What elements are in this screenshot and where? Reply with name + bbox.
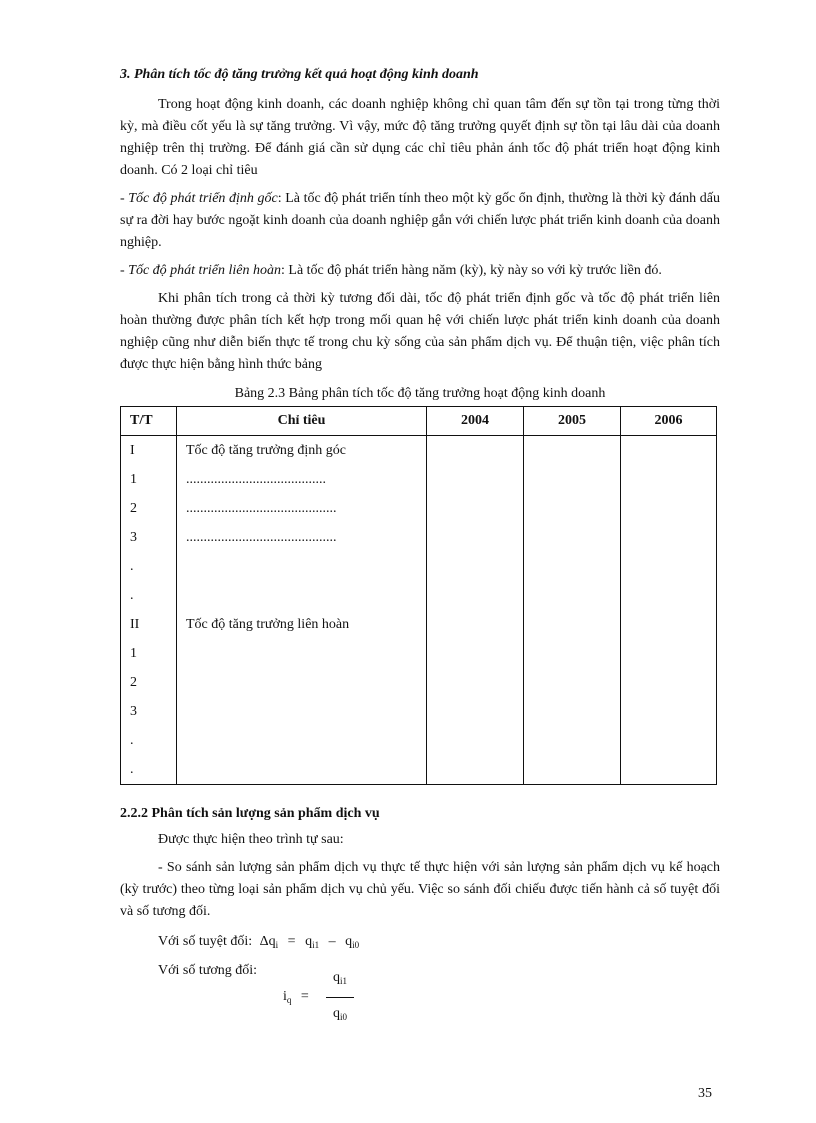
- table-header-row: [121, 407, 717, 436]
- value-cell-2005: [524, 523, 621, 552]
- table-row: [121, 436, 717, 466]
- row-number: .: [121, 552, 177, 581]
- formula-symbol: q: [345, 934, 353, 949]
- document-page: [120, 64, 720, 1028]
- header-2006: 2006: [621, 407, 717, 436]
- fraction-bar: [326, 997, 354, 998]
- formula-numerator: q: [332, 970, 340, 985]
- value-cell-2005: [524, 494, 621, 523]
- value-cell-2006: [621, 523, 717, 552]
- value-cell-2006: [621, 726, 717, 755]
- table-row: [121, 581, 717, 610]
- value-cell-2004: [427, 552, 524, 581]
- formula-denominator: q: [332, 1006, 340, 1021]
- formula-operator: =: [287, 934, 296, 949]
- value-cell-2004: [427, 639, 524, 668]
- value-cell-2006: [621, 697, 717, 726]
- formula-subscript: i1: [312, 940, 320, 950]
- formula-symbol: i: [283, 989, 287, 1004]
- row-indicator: ...........................................: [177, 523, 427, 552]
- row-indicator: ........................................: [177, 465, 427, 494]
- row-number: 1: [121, 639, 177, 668]
- row-number: 3: [121, 697, 177, 726]
- value-cell-2005: [524, 552, 621, 581]
- table-row: [121, 726, 717, 755]
- value-cell-2005: [524, 668, 621, 697]
- row-indicator: [177, 639, 427, 668]
- compare-paragraph: - So sánh sản lượng sản phẩm dịch vụ thực tế thực hiện với sản lượng sản phẩm dịch vụ kế hoạch (kỳ trước) theo từng loại sản phẩm dịch vụ chủ yếu. Việc so sánh đối chiếu được tiến hành cả số tuyệt đối và số tương đối.: [120, 860, 720, 919]
- definition-term: - Tốc độ phát triển định gốc: [120, 191, 278, 206]
- value-cell-2005: [524, 639, 621, 668]
- formula-symbol: q: [305, 934, 313, 949]
- value-cell-2006: [621, 581, 717, 610]
- row-number: .: [121, 581, 177, 610]
- value-cell-2005: [524, 436, 621, 466]
- definition-chain: [120, 260, 720, 282]
- formula-operator: =: [300, 989, 309, 1004]
- formula-subscript: q: [286, 995, 292, 1005]
- row-number: 3: [121, 523, 177, 552]
- value-cell-2006: [621, 436, 717, 466]
- page-number: 35: [698, 1086, 712, 1101]
- value-cell-2006: [621, 668, 717, 697]
- table-row: [121, 523, 717, 552]
- table-row: [121, 755, 717, 785]
- formula-label: Với số tương đối:: [158, 963, 258, 978]
- value-cell-2005: [524, 726, 621, 755]
- header-2004: 2004: [427, 407, 524, 436]
- row-number: I: [121, 436, 177, 466]
- header-indicator: Chỉ tiêu: [177, 407, 427, 436]
- formula-subscript: i0: [352, 940, 360, 950]
- header-tt: T/T: [121, 407, 177, 436]
- analysis-paragraph: Khi phân tích trong cả thời kỳ tương đối dài, tốc độ phát triển định gốc và tốc độ phát triển liên hoàn thường được phân tích kết hợp trong mối quan hệ với chiến lược phát triển kinh doanh của doanh nghiệp cũng như diễn biến thực tế trong chu kỳ sống của sản phẩm dịch vụ. Để thuận tiện, việc phân tích được thực hiện bằng hình thức bảng: [120, 291, 720, 372]
- value-cell-2005: [524, 581, 621, 610]
- absolute-formula: [158, 929, 720, 958]
- value-cell-2006: [621, 610, 717, 639]
- value-cell-2004: [427, 494, 524, 523]
- table-row: [121, 465, 717, 494]
- table-row: [121, 668, 717, 697]
- growth-table: [120, 406, 717, 785]
- row-indicator: [177, 581, 427, 610]
- row-number: 2: [121, 668, 177, 697]
- table-row: [121, 552, 717, 581]
- value-cell-2005: [524, 697, 621, 726]
- row-indicator: ...........................................: [177, 494, 427, 523]
- value-cell-2004: [427, 581, 524, 610]
- value-cell-2004: [427, 523, 524, 552]
- header-2005: 2005: [524, 407, 621, 436]
- row-number: .: [121, 755, 177, 785]
- value-cell-2005: [524, 755, 621, 785]
- table-row: [121, 639, 717, 668]
- row-indicator: [177, 552, 427, 581]
- row-indicator: [177, 755, 427, 785]
- table-row: [121, 610, 717, 639]
- definition-text: : Là tốc độ phát triển tính theo một kỳ gốc ổn định, thường là thời kỳ đánh dấu sự ra đời hay bước ngoặt kinh doanh của doanh nghiệp gắn với chiến lược phát triển kinh doanh của doanh nghiệp.: [120, 191, 720, 250]
- table-caption: Bảng 2.3 Bảng phân tích tốc độ tăng trưởng hoạt động kinh doanh: [234, 386, 606, 401]
- row-indicator: [177, 726, 427, 755]
- definition-fixed-base: [120, 188, 720, 254]
- table-row: [121, 494, 717, 523]
- intro-paragraph: Trong hoạt động kinh doanh, các doanh nghiệp không chỉ quan tâm đến sự tồn tại trong từng thời kỳ, mà điều cốt yếu là sự tăng trưởng. Vì vậy, mức độ tăng trưởng quyết định sự tồn tại lâu dài của doanh nghiệp trên thị trường. Để đánh giá cần sử dụng các chỉ tiêu phản ánh tốc độ phát triển hoạt động kinh doanh. Có 2 loại chỉ tiêu: [120, 97, 720, 178]
- row-indicator: Tốc độ tăng trưởng định góc: [177, 436, 427, 466]
- formula-label: Với số tuyệt đối:: [158, 934, 253, 949]
- formula-symbol: Δq: [259, 934, 276, 949]
- value-cell-2006: [621, 494, 717, 523]
- value-cell-2006: [621, 465, 717, 494]
- row-number: .: [121, 726, 177, 755]
- value-cell-2006: [621, 552, 717, 581]
- formula-subscript: i0: [339, 1012, 347, 1022]
- value-cell-2005: [524, 610, 621, 639]
- row-indicator: [177, 697, 427, 726]
- value-cell-2004: [427, 465, 524, 494]
- row-indicator: [177, 668, 427, 697]
- section-heading: 3. Phân tích tốc độ tăng trưởng kết quả hoạt động kinh doanh: [120, 67, 479, 82]
- value-cell-2004: [427, 668, 524, 697]
- value-cell-2004: [427, 697, 524, 726]
- formula-lhs: [283, 984, 309, 1013]
- row-number: 2: [121, 494, 177, 523]
- value-cell-2006: [621, 755, 717, 785]
- formula-fraction: [326, 968, 354, 1027]
- value-cell-2004: [427, 436, 524, 466]
- definition-text: : Là tốc độ phát triển hàng năm (kỳ), kỳ này so với kỳ trước liền đó.: [281, 263, 662, 278]
- relative-formula: [158, 958, 720, 1028]
- formula-subscript: i1: [339, 976, 347, 986]
- formula-subscript: i: [275, 940, 279, 950]
- value-cell-2004: [427, 726, 524, 755]
- row-number: 1: [121, 465, 177, 494]
- formula-operator: –: [328, 934, 336, 949]
- value-cell-2005: [524, 465, 621, 494]
- subsection-heading: 2.2.2 Phân tích sản lượng sản phẩm dịch vụ: [120, 806, 380, 821]
- value-cell-2004: [427, 755, 524, 785]
- value-cell-2006: [621, 639, 717, 668]
- definition-term: - Tốc độ phát triển liên hoàn: [120, 263, 281, 278]
- procedure-intro: Được thực hiện theo trình tự sau:: [158, 832, 344, 847]
- row-number: II: [121, 610, 177, 639]
- value-cell-2004: [427, 610, 524, 639]
- row-indicator: Tốc độ tăng trưởng liên hoàn: [177, 610, 427, 639]
- table-row: [121, 697, 717, 726]
